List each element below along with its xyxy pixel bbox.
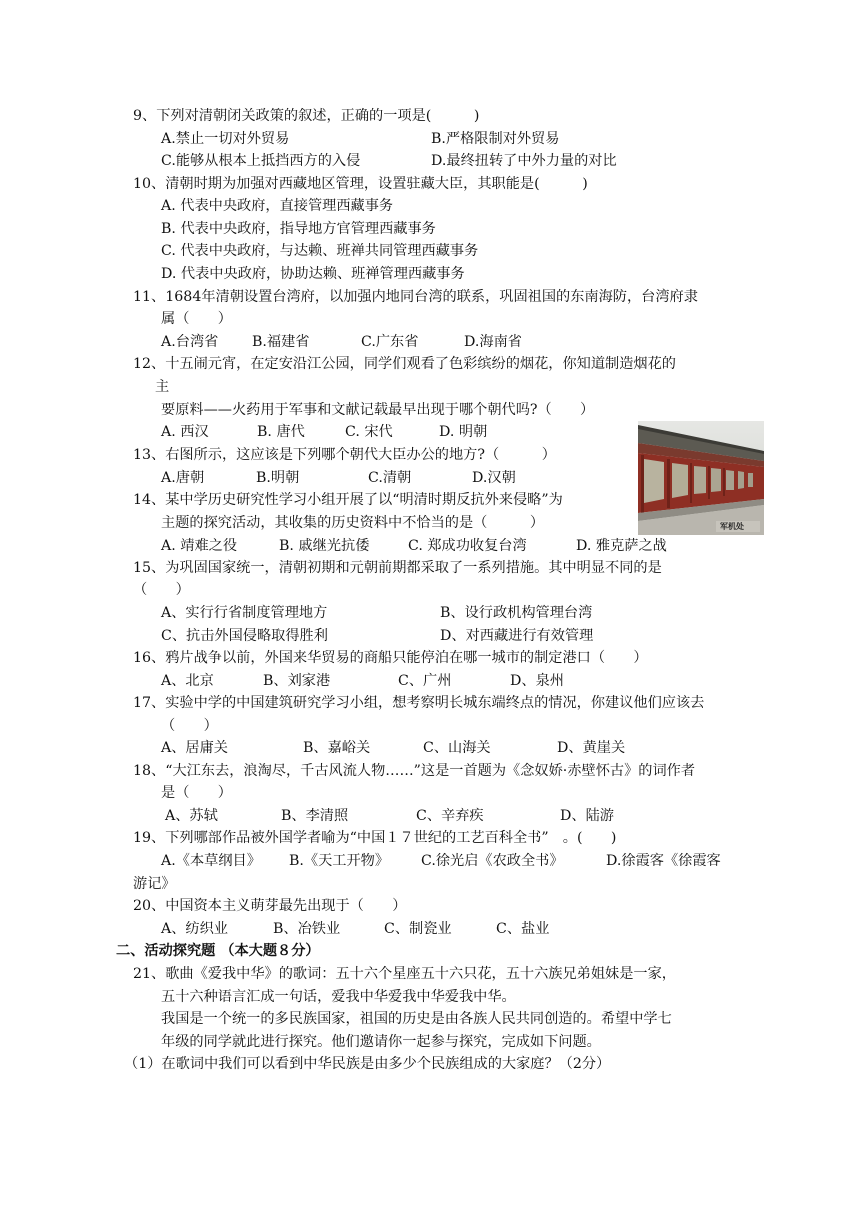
question-15-option-a: A、实行行省制度管理地方 xyxy=(161,605,328,621)
question-10-option-c: C. 代表中央政府，与达赖、班禅共同管理西藏事务 xyxy=(161,243,479,259)
question-19-stem: 19、下列哪部作品被外国学者喻为“中国１７世纪的工艺百科全书” 。( ) xyxy=(133,830,617,846)
question-13-option-c: C.清朝 xyxy=(368,470,412,486)
question-11-stem-line-2: 属（ ） xyxy=(161,311,232,327)
question-20-option-d: C、盐业 xyxy=(496,921,550,937)
question-10-option-b: B. 代表中央政府，指导地方官管理西藏事务 xyxy=(161,221,436,237)
question-14-stem-line-2: 主题的探究活动，其收集的历史资料中不恰当的是（ ） xyxy=(161,515,545,531)
question-18-stem-line-2: 是（ ） xyxy=(161,785,232,801)
question-16-stem: 16、鸦片战争以前，外国来华贸易的商船只能停泊在哪一城市的制定港口（ ） xyxy=(133,650,648,666)
question-20-stem: 20、中国资本主义萌芽最先出现于（ ） xyxy=(133,898,407,914)
question-18-option-a: A、苏轼 xyxy=(165,808,218,824)
question-11-stem-line-1: 11、1684年清朝设置台湾府，以加强内地同台湾的联系，巩固祖国的东南海防，台湾府隶 xyxy=(133,289,698,305)
question-16-option-a: A、北京 xyxy=(161,673,214,689)
question-13-option-d: D.汉朝 xyxy=(472,470,516,486)
question-18-option-d: D、陆游 xyxy=(560,808,614,824)
question-11-option-c: C.广东省 xyxy=(361,334,419,350)
question-15-option-b: B、设行政机构管理台湾 xyxy=(440,605,593,621)
question-12-option-a: A. 西汉 xyxy=(161,424,209,440)
question-14-option-d: D. 雅克萨之战 xyxy=(576,538,667,554)
question-19-option-a: A.《本草纲目》 xyxy=(161,853,261,869)
question-17-option-c: C、山海关 xyxy=(423,740,491,756)
question-17-stem-line-2: （ ） xyxy=(161,718,218,734)
question-21-line-3: 我国是一个统一的多民族国家，祖国的历史是由各族人民共同创造的。希望中学七 xyxy=(161,1011,672,1027)
question-12-stem-line-2: 主 xyxy=(155,379,170,395)
question-12-option-c: C. 宋代 xyxy=(345,424,393,440)
question-14-option-b: B. 戚继光抗倭 xyxy=(279,538,370,554)
question-15-option-c: C、抗击外国侵略取得胜利 xyxy=(161,628,328,644)
question-18-option-b: B、李清照 xyxy=(281,808,349,824)
question-21-line-1: 21、歌曲《爱我中华》的歌词：五十六个星座五十六只花，五十六族兄弟姐妹是一家， xyxy=(133,966,676,982)
question-9-stem: 9、下列对清朝闭关政策的叙述，正确的一项是( ) xyxy=(133,108,480,124)
question-19-option-b: B.《天工开物》 xyxy=(289,853,390,869)
question-9-option-c: C.能够从根本上抵挡西方的入侵 xyxy=(161,153,361,169)
question-9-option-d: D.最终扭转了中外力量的对比 xyxy=(431,153,617,169)
question-17-stem-line-1: 17、实验中学的中国建筑研究学习小组，想考察明长城东端终点的情况，你建议他们应该去 xyxy=(133,695,705,711)
question-15-stem-line-2: （ ） xyxy=(133,582,190,598)
question-19-option-d-continued: 游记》 xyxy=(133,876,176,892)
question-14-stem-line-1: 14、某中学历史研究性学习小组开展了以“明清时期反抗外来侵略”为 xyxy=(133,492,563,508)
question-17-option-a: A、居庸关 xyxy=(161,740,228,756)
question-20-option-c: C、制瓷业 xyxy=(384,921,452,937)
question-11-option-d: D.海南省 xyxy=(464,334,522,350)
question-9-option-a: A.禁止一切对外贸易 xyxy=(161,131,290,147)
question-13-option-b: B.明朝 xyxy=(256,470,300,486)
question-13-option-a: A.唐朝 xyxy=(161,470,205,486)
question-16-option-d: D、泉州 xyxy=(510,673,564,689)
question-16-option-b: B、刘家港 xyxy=(263,673,331,689)
question-13-stem: 13、右图所示，这应该是下列哪个朝代大臣办公的地方?（ ） xyxy=(133,447,556,463)
question-21-line-4: 年级的同学就此进行探究。他们邀请你一起参与探究，完成如下问题。 xyxy=(161,1034,601,1050)
question-18-option-c: C、辛弃疾 xyxy=(416,808,484,824)
question-12-option-b: B. 唐代 xyxy=(257,424,305,440)
question-18-stem-line-1: 18、“大江东去，浪淘尽，千古风流人物……”这是一首题为《念奴娇·赤壁怀古》的词作者 xyxy=(133,763,696,779)
junjichu-photo xyxy=(638,421,764,535)
question-12-stem-line-1: 12、十五闹元宵，在定安沿江公园，同学们观看了色彩缤纷的烟花，你知道制造烟花的 xyxy=(133,356,676,372)
photo-caption: 军机处 xyxy=(720,521,744,531)
question-21-line-2: 五十六种语言汇成一句话，爱我中华爱我中华爱我中华。 xyxy=(161,989,516,1005)
question-19-option-c: C.徐光启《农政全书》 xyxy=(421,853,564,869)
question-15-stem-line-1: 15、为巩固国家统一，清朝初期和元朝前期都采取了一系列措施。其中明显不同的是 xyxy=(133,560,662,576)
question-14-option-c: C. 郑成功收复台湾 xyxy=(408,538,527,554)
question-14-option-a: A. 靖难之役 xyxy=(161,538,238,554)
question-20-option-a: A、纺织业 xyxy=(161,921,228,937)
question-20-option-b: B、冶铁业 xyxy=(273,921,341,937)
question-17-option-d: D、黄崖关 xyxy=(557,740,626,756)
question-9-option-b: B.严格限制对外贸易 xyxy=(431,131,560,147)
question-10-option-a: A. 代表中央政府，直接管理西藏事务 xyxy=(161,198,394,214)
question-17-option-b: B、嘉峪关 xyxy=(303,740,371,756)
question-16-option-c: C、广州 xyxy=(398,673,452,689)
question-10-option-d: D. 代表中央政府，协助达赖、班禅管理西藏事务 xyxy=(161,266,465,282)
question-11-option-a: A.台湾省 xyxy=(161,334,219,350)
question-21-sub-question-1: （1）在歌词中我们可以看到中华民族是由多少个民族组成的大家庭？（2分） xyxy=(124,1056,611,1072)
question-12-option-d: D. 明朝 xyxy=(439,424,488,440)
question-11-option-b: B.福建省 xyxy=(252,334,310,350)
question-12-stem-line-3: 要原料——火药用于军事和文献记载最早出现于哪个朝代吗?（ ） xyxy=(161,402,595,418)
section-2-heading: 二、活动探究题 （本大题８分） xyxy=(116,943,320,959)
question-15-option-d: D、对西藏进行有效管理 xyxy=(440,628,594,644)
question-19-option-d: D.徐霞客《徐霞客 xyxy=(606,853,721,869)
question-10-stem: 10、清朝时期为加强对西藏地区管理，设置驻藏大臣，其职能是( ) xyxy=(133,176,588,192)
